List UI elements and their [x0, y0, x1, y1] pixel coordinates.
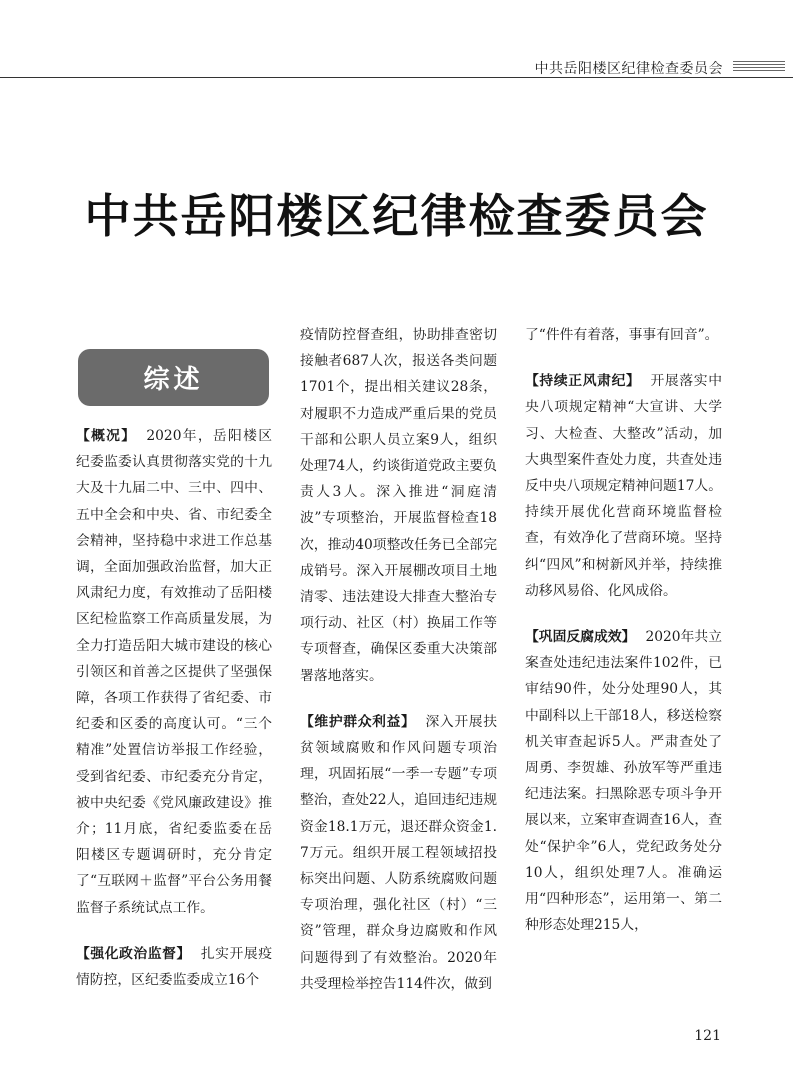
paragraph-text-overview: 2020年，岳阳楼区纪委监委认真贯彻落实党的十九大及十九届二中、三中、四中、五中全会和中央、省、市纪委全会精神，坚持稳中求进工作总基调，全面加强政治监督，加大正风肃纪力度，有效推动了岳阳楼区纪检监察工作高质量发展，为全力打造岳阳大城市建设的核心引领区和首善之区提供了坚强保障，各项工作获得了省纪委、市纪委和区委的高度认可。“三个精准”处置信访举报工作经验，受到省纪委、市纪委充分肯定，被中央纪委《党风廉政建设》推介；11月底，省纪委监委在岳阳楼区专题调研时，充分肯定了“互联网＋监督”平台公务用餐监督子系统试点工作。	[76, 428, 272, 916]
section-heading	[78, 349, 269, 406]
header-rule	[0, 77, 793, 78]
running-head: 中共岳阳楼区纪律检查委员会	[534, 61, 723, 77]
header-ornament-lines	[733, 61, 785, 73]
text-column-2	[300, 322, 497, 997]
paragraph-text-anticorruption: 2020年共立案查处违纪违法案件102件，已审结90件，处分处理90人，其中副科以上干部18人，移送检察机关审查起诉5人。严肃查处了周勇、李贺雄、孙放军等严重违纪违法案。扫黑除恶专项斗争开展以来，立案审查调查16人，查处“保护伞”6人，党纪政务处分10人，组织处理7人。准确运用“四种形态”，运用第一、第二种形态处理215人，	[525, 629, 723, 934]
paragraph-masses	[300, 709, 497, 997]
paragraph-text-discipline: 开展落实中央八项规定精神“大宣讲、大学习、大检查、大整改”活动，加大典型案件查处力度，共查处违反中央八项规定精神问题17人。持续开展优化营商环境监督检查，有效净化了营商环境。坚持纠“四风”和树新风并举，持续推动移风易俗、化风成俗。	[525, 373, 722, 599]
paragraph-text-political: 扎实开展疫情防控，区纪委监委成立16个	[76, 945, 273, 989]
paragraph-overview	[76, 423, 272, 921]
paragraph-text-masses: 深入开展扶贫领域腐败和作风问题专项治理，巩固拓展“一季一专题”专项整治，查处22人，追回违纪违规资金18.1万元，退还群众资金1.7万元。组织开展工程领域招投标突出问题、人防系统腐败问题专项治理，强化社区（村）“三资”管理，群众身边腐败和作风问题得到了有效整治。2020年共受理检举控告114件次，做到	[300, 713, 497, 992]
paragraph-text-masses-continued: 了“件件有着落，事事有回音”。	[525, 327, 719, 343]
paragraph-masses-continued	[525, 322, 722, 348]
paragraph-discipline	[525, 368, 722, 604]
paragraph-heading-discipline: 【持续正风肃纪】	[525, 373, 641, 390]
paragraph-political-continued	[300, 322, 497, 689]
section-heading-label: 综述	[143, 365, 204, 395]
text-column-3	[525, 322, 722, 938]
paragraph-political	[76, 941, 272, 993]
paragraph-heading-political: 【强化政治监督】	[76, 945, 191, 962]
page-title: 中共岳阳楼区纪律检查委员会	[84, 189, 709, 243]
text-column-1	[76, 423, 272, 993]
paragraph-heading-anticorruption: 【巩固反腐成效】	[525, 629, 636, 646]
page-number: 121	[694, 1028, 721, 1044]
paragraph-anticorruption	[525, 624, 722, 938]
paragraph-heading-masses: 【维护群众利益】	[300, 713, 416, 730]
paragraph-heading-overview: 【概况】	[76, 428, 137, 444]
paragraph-text-political-continued: 疫情防控督查组，协助排查密切接触者687人次，报送各类问题1701个，提出相关建议28条，对履职不力造成严重后果的党员干部和公职人员立案9人，组织处理74人，约谈街道党政主要负责人3人。深入推进“洞庭清波”专项整治，开展监督检查18次，推动40项整改任务已全部完成销号。深入开展棚改项目土地清零、违法建设大排查大整治专项行动、社区（村）换届工作等专项督查，确保区委重大决策部署落地落实。	[300, 327, 497, 684]
